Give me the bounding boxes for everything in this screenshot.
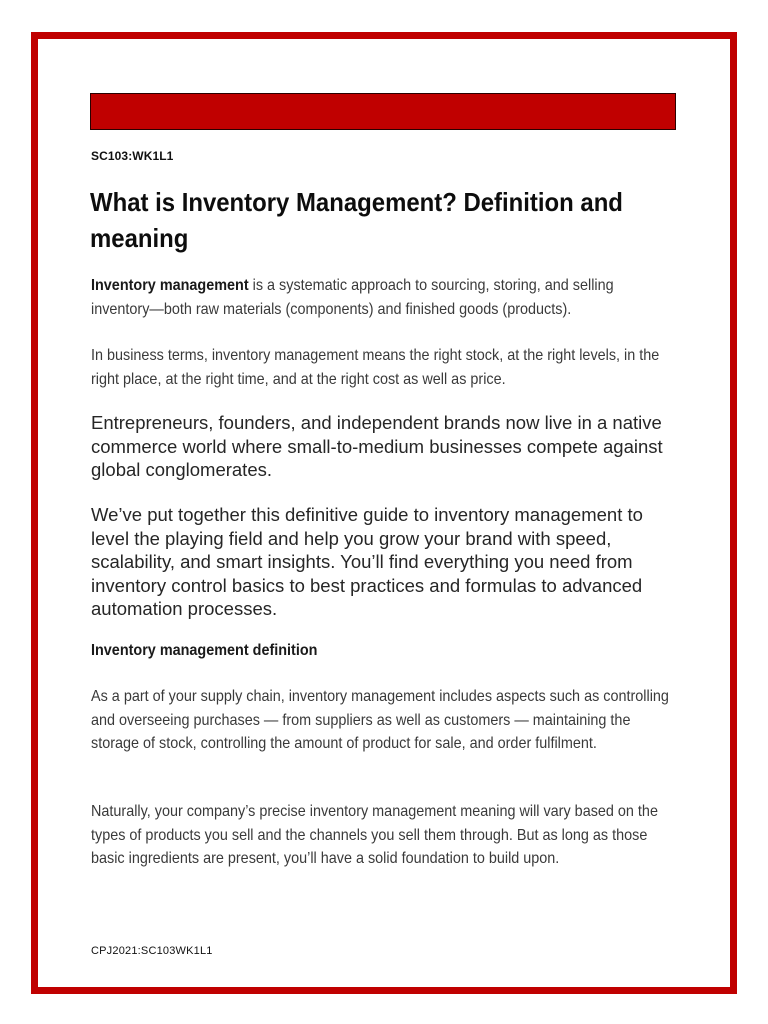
supply-chain-paragraph: As a part of your supply chain, inventory management includes aspects such as controlling and overseeing purchases — from suppliers as well as customers — maintaining the storage of stock, controlling the amount of product for sale, and order fulfilment. xyxy=(91,688,669,752)
section-heading: Inventory management definition xyxy=(91,642,318,659)
intro-term: Inventory management xyxy=(91,277,249,294)
guide-paragraph: We’ve put together this definitive guide to inventory management to level the playing field and help you grow your brand with speed, scalability, and smart insights. You’ll find everything you need from inventory control basics to best practices and formulas to advanced automation processes. xyxy=(91,504,643,619)
page-title: What is Inventory Management? Definition and meaning xyxy=(90,187,623,253)
intro-text: is a systematic approach to sourcing, storing, and selling inventory—both raw materials (components) and finished goods (products). xyxy=(91,277,614,318)
document-code: SC103:WK1L1 xyxy=(91,149,174,163)
business-terms-paragraph: In business terms, inventory management means the right stock, at the right levels, in the right place, at the right time, and at the right cost as well as price. xyxy=(91,347,660,388)
footer-code: CPJ2021:SC103WK1L1 xyxy=(91,945,213,957)
meaning-paragraph: Naturally, your company’s precise inventory management meaning will vary based on the types of products you sell and the channels you sell them through. But as long as those basic ingredients are present, you’ll have a solid foundation to build upon. xyxy=(91,803,658,867)
entrepreneurs-paragraph: Entrepreneurs, founders, and independent brands now live in a native commerce world where small-to-medium businesses compete against global conglomerates. xyxy=(91,412,663,480)
header-banner xyxy=(90,93,676,130)
intro-paragraph xyxy=(91,274,676,321)
